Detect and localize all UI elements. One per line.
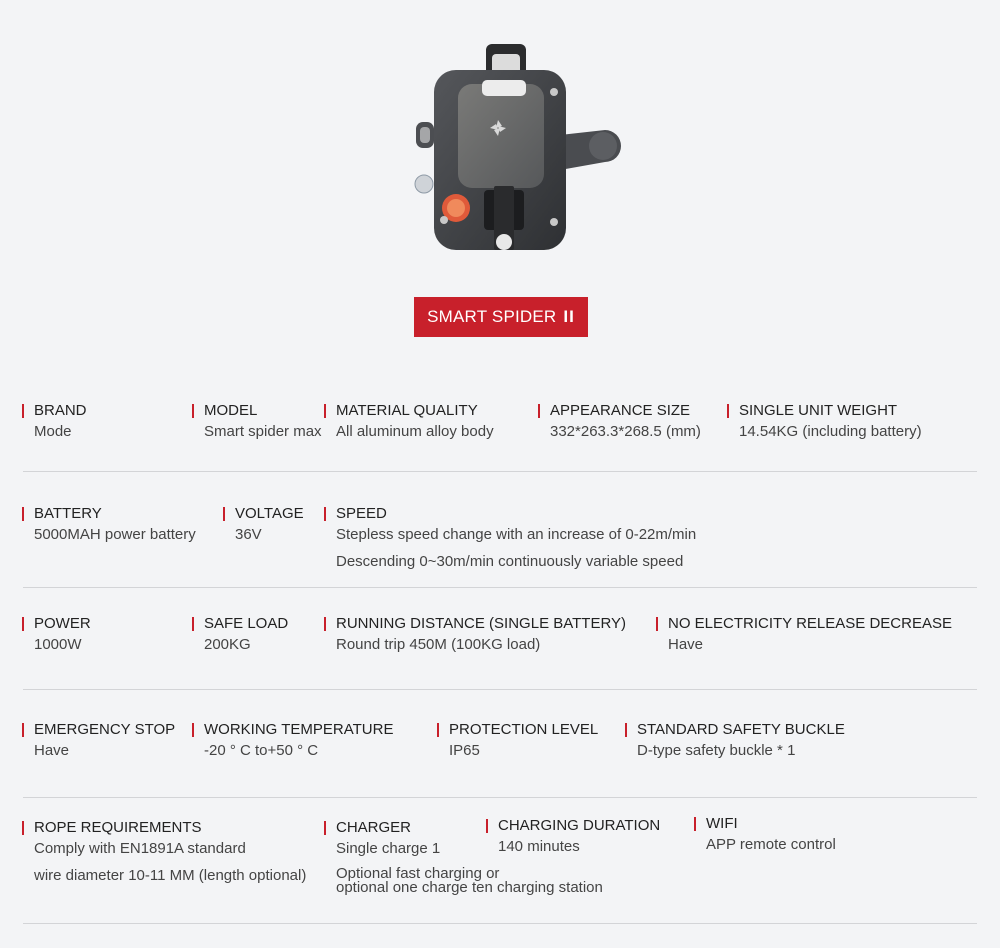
accent-bar xyxy=(22,507,24,521)
spec-value: Smart spider max xyxy=(204,423,322,440)
row-divider xyxy=(23,797,977,798)
spec-label: CHARGER xyxy=(336,819,412,836)
spec-label: BATTERY xyxy=(34,505,102,522)
accent-bar xyxy=(192,723,194,737)
spec-label: BRAND xyxy=(34,402,87,419)
spec-appearance-size xyxy=(540,404,701,441)
spec-value: 140 minutes xyxy=(498,838,580,855)
spec-value: 200KG xyxy=(204,636,251,653)
accent-bar xyxy=(324,821,326,835)
spec-safe-load xyxy=(194,617,288,654)
row-divider xyxy=(23,689,977,690)
spec-label: VOLTAGE xyxy=(235,505,304,522)
spec-value: Mode xyxy=(34,423,72,440)
row-divider xyxy=(23,923,977,924)
spec-material-quality xyxy=(326,404,494,441)
accent-bar xyxy=(192,617,194,631)
accent-bar xyxy=(22,617,24,631)
spec-battery xyxy=(24,507,196,544)
spec-label: APPEARANCE SIZE xyxy=(550,402,691,419)
spec-protection-level xyxy=(439,723,598,760)
spec-brand xyxy=(24,404,87,441)
spec-label: CHARGING DURATION xyxy=(498,817,661,834)
spec-value: All aluminum alloy body xyxy=(336,423,494,440)
spec-no-electricity-release xyxy=(658,617,952,654)
accent-bar xyxy=(437,723,439,737)
spec-single-unit-weight xyxy=(729,404,922,441)
spec-value: -20 ° C to+50 ° C xyxy=(204,742,319,759)
spec-value: Have xyxy=(668,636,704,653)
product-generation: II xyxy=(563,307,575,326)
spec-value: 1000W xyxy=(34,636,82,653)
spec-standard-safety-buckle xyxy=(627,723,845,760)
spec-label: SPEED xyxy=(336,505,387,522)
spec-value: 14.54KG (including battery) xyxy=(739,423,922,440)
accent-bar xyxy=(22,821,24,835)
accent-bar xyxy=(324,617,326,631)
product-image xyxy=(410,40,625,260)
spec-label: SINGLE UNIT WEIGHT xyxy=(739,402,898,419)
spec-value: 36V xyxy=(235,526,262,543)
accent-bar xyxy=(538,404,540,418)
product-name: SMART SPIDER xyxy=(427,307,557,326)
spec-value: optional one charge ten charging station xyxy=(336,879,603,896)
accent-bar xyxy=(223,507,225,521)
spec-charging-duration xyxy=(488,819,660,856)
spec-value: Round trip 450M (100KG load) xyxy=(336,636,541,653)
spec-value: 332*263.3*268.5 (mm) xyxy=(550,423,701,440)
spec-label: POWER xyxy=(34,615,91,632)
spec-value: Optional fast charging or xyxy=(336,865,500,882)
spec-working-temperature xyxy=(194,723,393,760)
spec-label: MODEL xyxy=(204,402,258,419)
spec-label: RUNNING DISTANCE (SINGLE BATTERY) xyxy=(336,615,627,632)
spec-model xyxy=(194,404,322,441)
spec-label: EMERGENCY STOP xyxy=(34,721,176,738)
spec-value: APP remote control xyxy=(706,836,836,853)
spec-label: NO ELECTRICITY RELEASE DECREASE xyxy=(668,615,952,632)
row-divider xyxy=(23,471,977,472)
spec-value: Stepless speed change with an increase of 0-22m/min xyxy=(336,526,697,543)
accent-bar xyxy=(22,723,24,737)
spec-label: MATERIAL QUALITY xyxy=(336,402,478,419)
row-divider xyxy=(23,587,977,588)
spec-voltage xyxy=(225,507,304,544)
spec-value: IP65 xyxy=(449,742,480,759)
spec-power xyxy=(24,617,91,654)
accent-bar xyxy=(625,723,627,737)
accent-bar xyxy=(486,819,488,833)
spec-label: WORKING TEMPERATURE xyxy=(204,721,394,738)
spec-label: ROPE REQUIREMENTS xyxy=(34,819,202,836)
accent-bar xyxy=(727,404,729,418)
spec-label: SAFE LOAD xyxy=(204,615,289,632)
accent-bar xyxy=(22,404,24,418)
spec-value: Have xyxy=(34,742,70,759)
spec-value: Comply with EN1891A standard xyxy=(34,840,246,857)
spec-label: STANDARD SAFETY BUCKLE xyxy=(637,721,845,738)
spec-rope-requirements xyxy=(24,821,306,885)
accent-bar xyxy=(694,817,696,831)
spec-value: Single charge 1 xyxy=(336,840,441,857)
spec-running-distance xyxy=(326,617,626,654)
accent-bar xyxy=(324,507,326,521)
spec-value: D-type safety buckle * 1 xyxy=(637,742,796,759)
accent-bar xyxy=(656,617,658,631)
spec-speed xyxy=(326,507,696,571)
product-name-badge xyxy=(414,297,588,337)
spec-value: 5000MAH power battery xyxy=(34,526,196,543)
spec-value: wire diameter 10-11 MM (length optional) xyxy=(34,867,307,884)
spec-label: PROTECTION LEVEL xyxy=(449,721,599,738)
accent-bar xyxy=(324,404,326,418)
spec-wifi xyxy=(696,817,836,854)
spec-emergency-stop xyxy=(24,723,175,760)
accent-bar xyxy=(192,404,194,418)
spec-label: WIFI xyxy=(706,815,738,832)
spec-value: Descending 0~30m/min continuously variable speed xyxy=(336,553,684,570)
